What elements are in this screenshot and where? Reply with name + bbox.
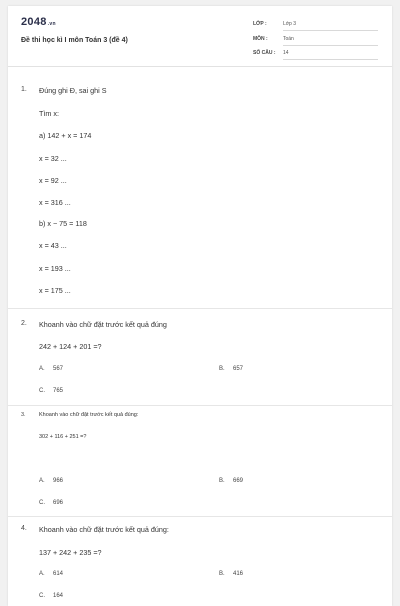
exam-title: Đề thi học kì I môn Toán 3 (đề 4) [21,37,128,44]
logo-suffix: .vn [47,21,56,27]
option-b[interactable]: B. 669 [219,478,244,484]
section-divider [8,405,392,406]
question-number: 2. [21,320,27,327]
question-expression: 242 + 124 + 201 =? [39,342,102,351]
question-text: Khoanh vào chữ đặt trước kết quả đúng [39,320,167,329]
question-text: Khoanh vào chữ đặt trước kết quả đúng: [39,525,169,534]
option-b[interactable]: B. 657 [219,366,244,372]
exam-sheet [8,6,392,606]
option-c[interactable]: C. 164 [39,593,64,599]
option-a[interactable]: A. 966 [39,478,64,484]
meta-subject-label: MÔN : [253,36,268,42]
option-c[interactable]: C. 765 [39,388,64,394]
question-expression: 302 + 116 + 251 =? [39,434,87,440]
logo-text: 2048 [21,16,47,28]
meta-subject-row [253,36,378,48]
meta-count-value: 14 [283,50,378,60]
answer-item: x = 43 ... [39,241,67,250]
question-number: 4. [21,525,27,532]
answer-item: x = 175 ... [39,286,71,295]
option-a[interactable]: A. 567 [39,366,64,372]
question-number: 3. [21,412,26,418]
question-expression: 137 + 242 + 235 =? [39,548,102,557]
option-a[interactable]: A. 614 [39,571,64,577]
meta-subject-value: Toán [283,36,378,46]
meta-class-row [253,21,378,33]
meta-class-value: Lớp 3 [283,21,378,31]
meta-class-label: LỚP : [253,21,267,27]
answer-item: x = 92 ... [39,176,67,185]
meta-count-row [253,50,378,62]
meta-count-label: SỐ CÂU : [253,50,276,56]
section-divider [8,308,392,309]
section-divider [8,516,392,517]
question-text: Khoanh vào chữ đặt trước kết quả đúng: [39,412,139,418]
question-line: Tìm x: [39,109,59,118]
exam-header [8,6,392,67]
question-line: b) x − 75 = 118 [39,219,87,228]
option-b[interactable]: B. 416 [219,571,244,577]
question-number: 1. [21,86,27,93]
question-line: a) 142 + x = 174 [39,131,92,140]
answer-item: x = 32 ... [39,154,67,163]
site-logo[interactable] [21,16,56,28]
answer-item: x = 193 ... [39,264,71,273]
question-text: Đúng ghi Đ, sai ghi S [39,86,107,95]
answer-item: x = 316 ... [39,198,71,207]
option-c[interactable]: C. 696 [39,500,64,506]
